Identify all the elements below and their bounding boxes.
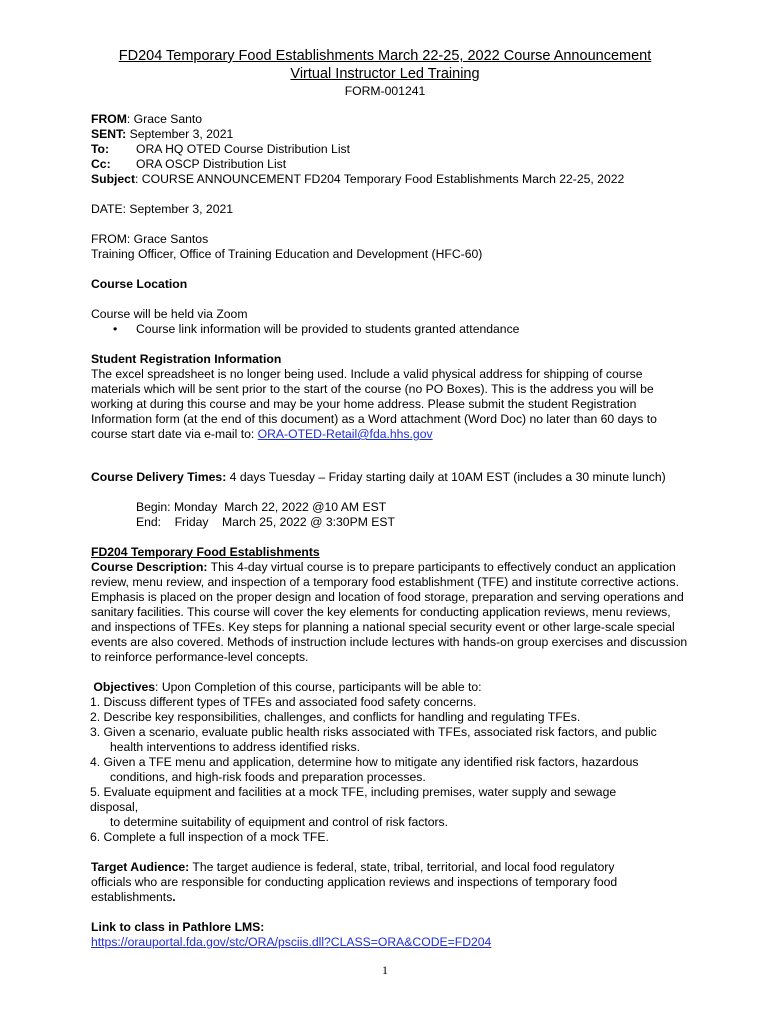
bullet-dot: • [113, 322, 118, 336]
delivery-label: Course Delivery Times: [91, 470, 227, 484]
registration-text: The excel spreadsheet is no longer being used. Include a valid physical address for shipping of course materials which will be sent prior to the start of the course (no PO Boxes). This is the address you will be working at during this course and may be your home address. Please submit the student Registration Information form (at the end of this document) as a Word attachment (Word Doc) no later than 60 days to course start date via e-mail to: [91, 367, 657, 441]
course-location-text: Course will be held via Zoom [91, 307, 248, 321]
lms-link[interactable]: https://orauportal.fda.gov/stc/ORA/psciis.dll?CLASS=ORA&CODE=FD204 [91, 935, 492, 949]
page-number: 1 [382, 963, 388, 977]
course-location-bullet [91, 322, 691, 337]
date-line: DATE: September 3, 2021 [91, 202, 234, 216]
objective-item-1: 1. Discuss different types of TFEs and associated food safety concerns. [90, 695, 477, 709]
cc-label: Cc: [91, 157, 111, 171]
cc-value: ORA OSCP Distribution List [136, 157, 287, 171]
document-subtitle: Virtual Instructor Led Training [290, 66, 480, 82]
sender-role: Training Officer, Office of Training Education and Development (HFC-60) [91, 247, 483, 261]
objective-item-3: 3. Given a scenario, evaluate public health risks associated with TFEs, associated risk factors, and public [90, 725, 657, 739]
audience-label: Target Audience: [91, 860, 190, 874]
subject-value: : COURSE ANNOUNCEMENT FD204 Temporary Food Establishments March 22-25, 2022 [135, 172, 625, 186]
schedule-end: End: Friday March 25, 2022 @ 3:30PM EST [136, 515, 395, 529]
registration-heading: Student Registration Information [91, 352, 282, 366]
description-label: Course Description: [91, 560, 208, 574]
objectives-intro: Objectives: Upon Completion of this course, participants will be able to: [93, 680, 482, 694]
document-body [91, 112, 691, 950]
objectives-list [90, 680, 692, 845]
registration-body [91, 367, 691, 442]
objective-item-5: 5. Evaluate equipment and facilities at a mock TFE, including premises, water supply and sewage disposal, [90, 785, 617, 814]
schedule-begin: Begin: Monday March 22, 2022 @10 AM EST [136, 500, 387, 514]
registration-email-link[interactable]: ORA-OTED-Retail@fda.hhs.gov [257, 427, 433, 441]
from-label: FROM [91, 112, 127, 126]
objective-item-2: 2. Describe key responsibilities, challenges, and conflicts for handling and regulating TFEs. [90, 710, 581, 724]
description-text: This 4-day virtual course is to prepare participants to effectively conduct an application review, menu review, and inspection of a temporary food establishment (TFE) and institute corrective actions. Emphasis is placed on the proper design and location of food storage, preparation and serving operations and sanitary facilities. This course will cover the key elements for conducting application reviews, menu reviews, and inspections of TFEs. Key steps for planning a national special security event or other large-scale special events are also covered. Methods of instruction include lectures with hands-on group exercises and discussion to reinforce performance-level concepts. [91, 560, 688, 664]
title-block [60, 47, 710, 99]
from-value: : Grace Santo [126, 112, 203, 126]
objective-item-5-cont: to determine suitability of equipment and control of risk factors. [110, 815, 449, 829]
sent-label: SENT: [91, 127, 127, 141]
email-header [91, 112, 691, 187]
objective-item-4: 4. Given a TFE menu and application, determine how to mitigate any identified risk factors, hazardous [90, 755, 639, 769]
sent-value: September 3, 2021 [126, 127, 234, 141]
course-schedule [91, 500, 691, 530]
to-value: ORA HQ OTED Course Distribution List [136, 142, 351, 156]
objective-item-3-cont: health interventions to address identified risks. [110, 740, 360, 754]
form-id: FORM-001241 [344, 84, 426, 98]
objective-item-4-cont: conditions, and high-risk foods and preparation processes. [110, 770, 426, 784]
course-location-heading: Course Location [91, 277, 188, 291]
objective-item-6: 6. Complete a full inspection of a mock TFE. [90, 830, 329, 844]
target-audience: Target Audience: The target audience is federal, state, tribal, territorial, and local food regulatory officials who are responsible for conducting application reviews and inspections of temporary food establishments. [91, 860, 618, 904]
subject-label: Subject [91, 172, 136, 186]
document-title: FD204 Temporary Food Establishments March 22-25, 2022 Course Announcement [118, 48, 652, 64]
delivery-text: 4 days Tuesday – Friday starting daily at 10AM EST (includes a 30 minute lunch) [226, 470, 666, 484]
objectives-label: Objectives [93, 680, 156, 694]
course-title-heading: FD204 Temporary Food Establishments [91, 545, 320, 559]
delivery-times [91, 470, 691, 485]
lms-heading: Link to class in Pathlore LMS: [91, 920, 265, 934]
course-description [91, 560, 691, 665]
sender-from: FROM: Grace Santos [91, 232, 209, 246]
bullet-text: Course link information will be provided to students granted attendance [136, 322, 520, 336]
to-label: To: [91, 142, 110, 156]
audience-text: The target audience is federal, state, tribal, territorial, and local food regulatory officials who are responsible for conducting application reviews and inspections of temporary food establishments [91, 860, 618, 904]
